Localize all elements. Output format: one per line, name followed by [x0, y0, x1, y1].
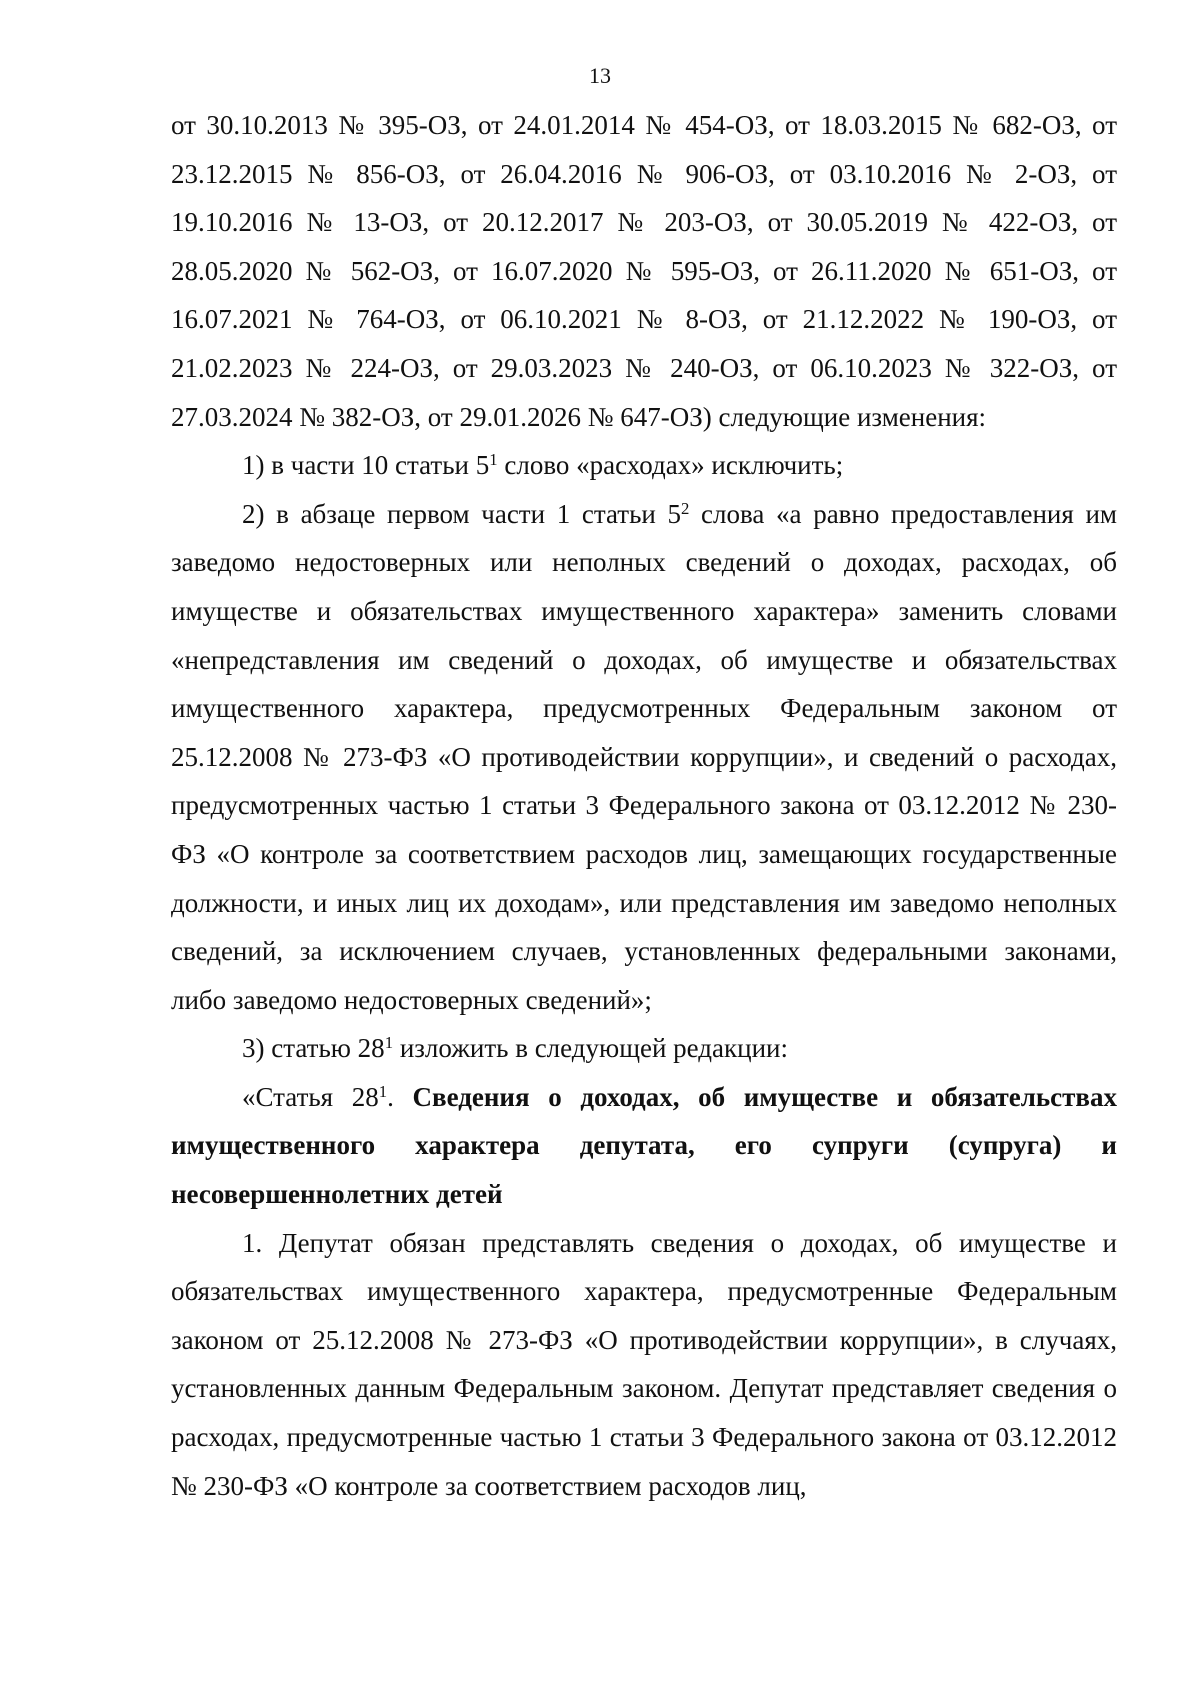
superscript: 1 [384, 1033, 394, 1053]
item-1-paragraph: 1) в части 10 статьи $5^1$ слово «расходах» исключить; [242, 449, 844, 481]
item-2-paragraph: 2) в абзаце первом части 1 статьи $5^2$ слова «а равно предоставления им заведомо недостоверных или неполных сведений о доходах, расходах, об имуществе и обязательствах имущественного характера» заменить словами «непредставления им сведений о доходах, об имуществе и обязательствах имущественного характера, предусмотренных Федеральным законом от 25.12.2008 № 273-ФЗ «О противодействии коррупции», и сведений о расходах, предусмотренных частью 1 статьи 3 Федерального закона от 03.12.2012 № 230-ФЗ «О контроле за соответствием расходов лиц, замещающих государственные должности, и иных лиц их доходам», или представления им заведомо неполных сведений, за исключением случаев, установленных федеральными законами, либо заведомо недостоверных сведений»; [171, 498, 1117, 1015]
item-3-paragraph: 3) статью $28^1$ изложить в следующей редакции: [242, 1033, 788, 1064]
superscript: 1 [378, 1081, 388, 1101]
article-heading: «Статья $28^1$. Сведения о доходах, об имуществе и обязательствах имущественного характера депутата, его супруги (супруга) и несовершеннолетних детей [171, 1081, 1118, 1210]
superscript: 2 [681, 498, 690, 518]
amendments-list-paragraph: от 30.10.2013 № 395-ОЗ, от 24.01.2014 № 454-ОЗ, от 18.03.2015 № 682-ОЗ, от 23.12.2015 № 856-ОЗ, от 26.04.2016 № 906-ОЗ, от 03.10.2016 № 2-ОЗ, от 19.10.2016 № 13-ОЗ, от 20.12.2017 № 203-ОЗ, от 30.05.2019 № 422-ОЗ, от 28.05.2020 № 562-ОЗ, от 16.07.2020 № 595-ОЗ, от 26.11.2020 № 651-ОЗ, от 16.07.2021 № 764-ОЗ, от 06.10.2021 № 8-ОЗ, от 21.12.2022 № 190-ОЗ, от 21.02.2023 № 224-ОЗ, от 29.03.2023 № 240-ОЗ, от 06.10.2023 № 322-ОЗ, от 27.03.2024 № 382-ОЗ, от 29.01.2026 № 647-ОЗ) следующие изменения: [171, 110, 1117, 432]
document-body [171, 101, 1117, 1510]
page-number: 13 [589, 63, 611, 88]
article-title: Сведения о доходах, об имуществе и обязательствах имущественного характера депутата, его супруги (супруга) и несовершеннолетних детей [171, 1081, 1118, 1210]
superscript: 1 [489, 449, 498, 469]
clause-1-paragraph: 1. Депутат обязан представлять сведения о доходах, об имуществе и обязательствах имущественного характера, предусмотренные Федеральным законом от 25.12.2008 № 273-ФЗ «О противодействии коррупции», в случаях, установленных данным Федеральным законом. Депутат представляет сведения о расходах, предусмотренные частью 1 статьи 3 Федерального закона от 03.12.2012 № 230-ФЗ «О контроле за соответствием расходов лиц, [171, 1227, 1117, 1501]
